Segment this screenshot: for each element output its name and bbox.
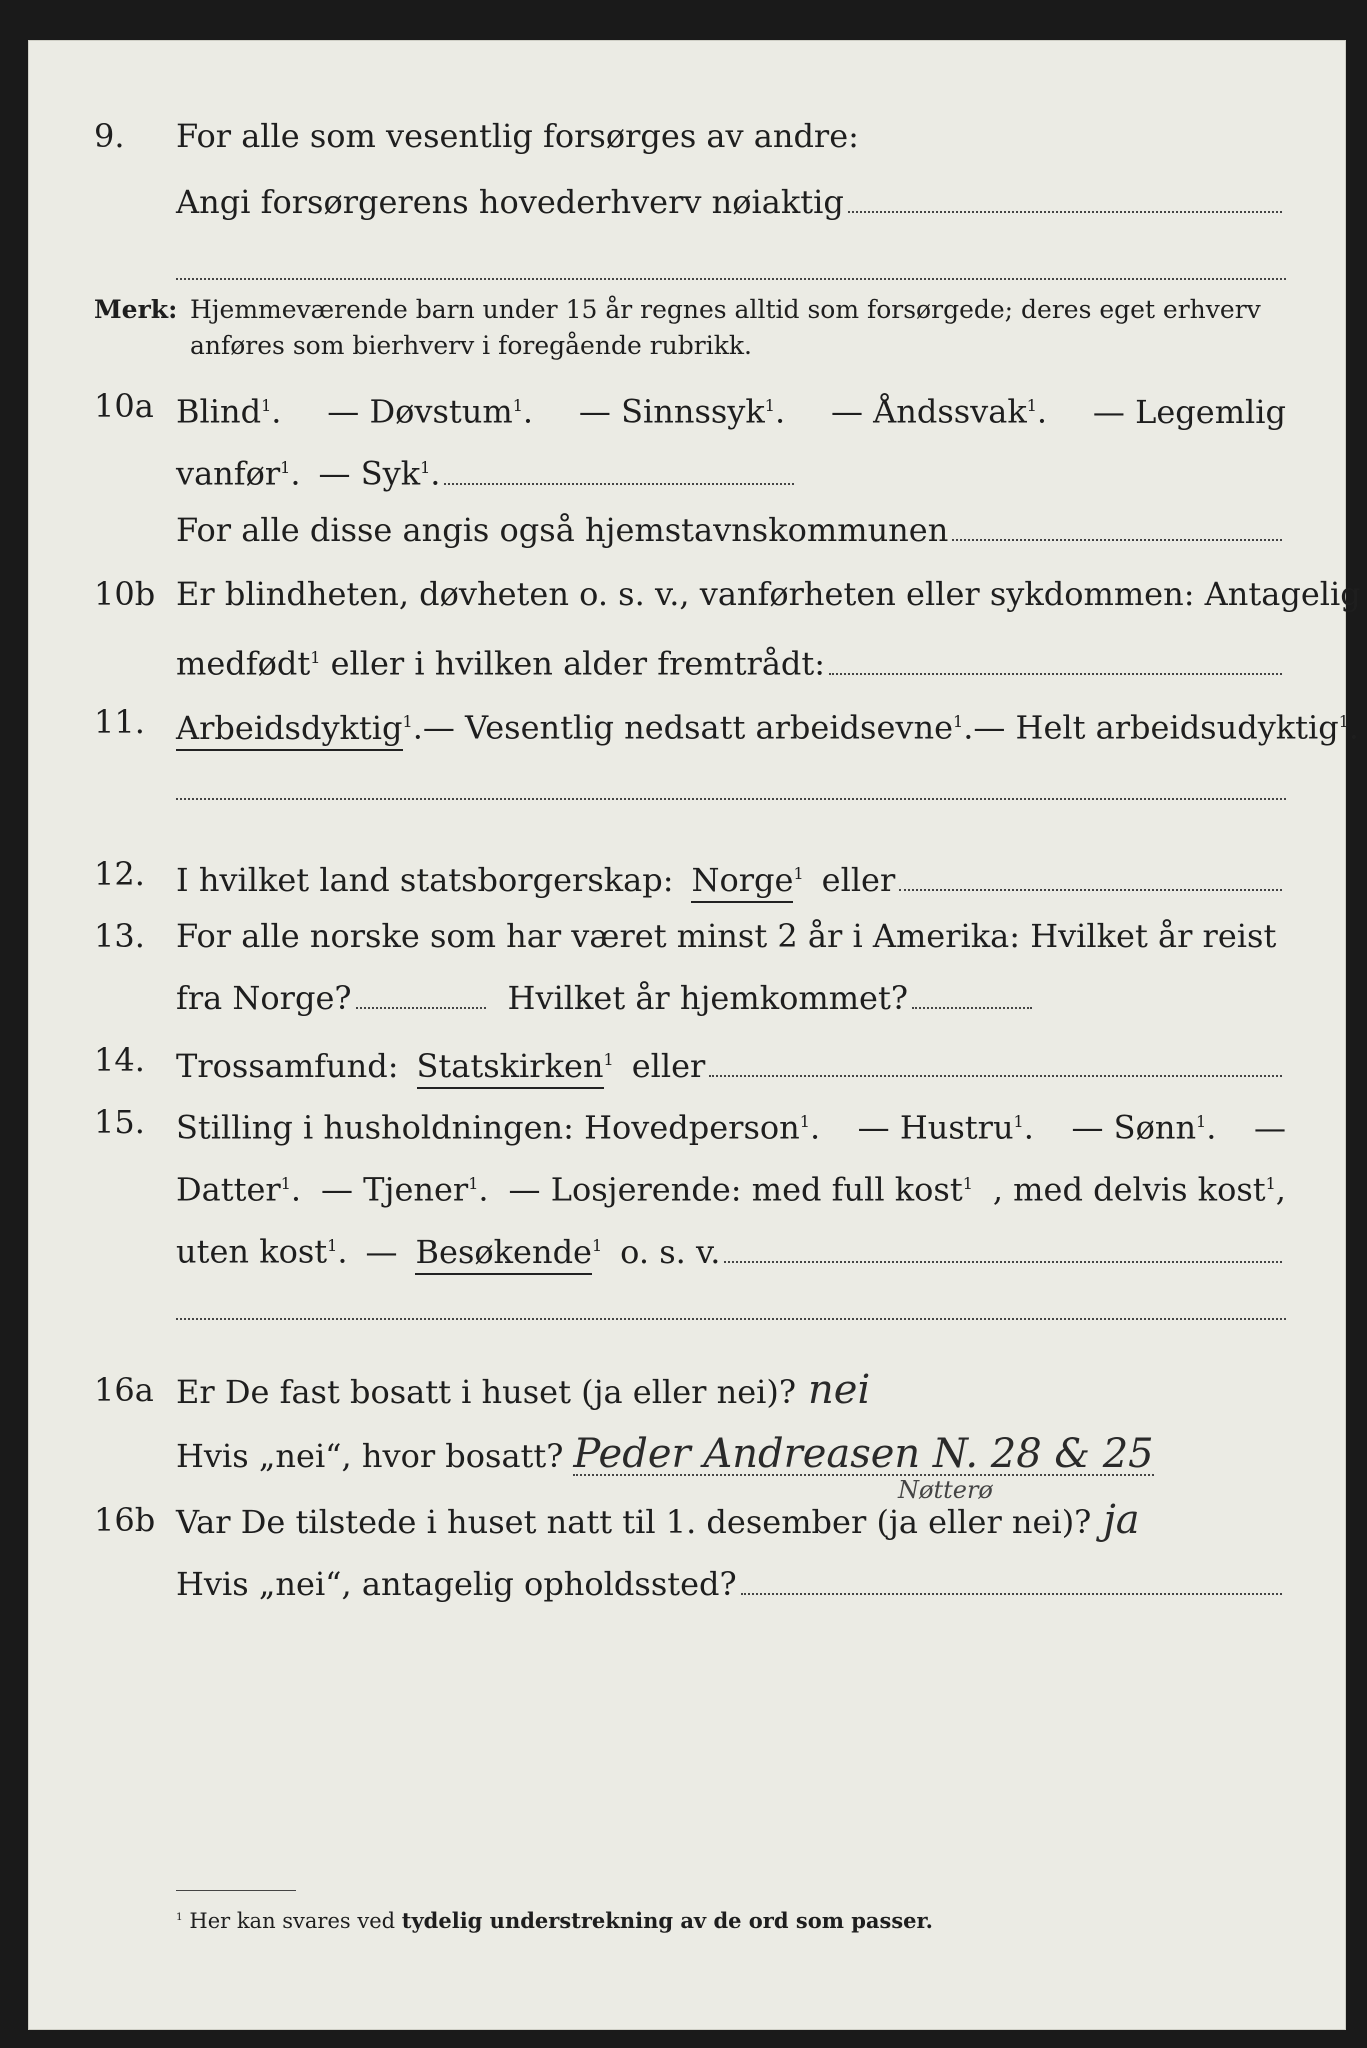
q16a-answer-hvor[interactable]: Peder Andreasen N. 28 & 25 bbox=[573, 1431, 1154, 1477]
q10a-opt-blind: Blind$^1$. bbox=[176, 392, 282, 431]
footnote bbox=[176, 1908, 933, 1933]
q10b-answer-field[interactable] bbox=[829, 649, 1282, 675]
q10a-opt-dovstum: — Døvstum$^1$. bbox=[327, 392, 534, 431]
q15-osv: o. s. v. bbox=[620, 1232, 721, 1271]
q15-opt-delvis-kost[interactable]: , med delvis kost$^1$, bbox=[992, 1170, 1286, 1209]
footnote-plain: Her kan svares ved bbox=[189, 1909, 396, 1933]
q9-number: 9. bbox=[94, 117, 125, 155]
q14-text: Trossamfund: bbox=[176, 1046, 399, 1085]
footnote-rule bbox=[176, 1890, 296, 1891]
q10a-opt-legemlig: — Legemlig bbox=[1092, 392, 1286, 431]
q16b-number: 16b bbox=[94, 1501, 156, 1539]
q9-line-2: Angi forsørgerens hovederhverv nøiaktig bbox=[176, 183, 844, 221]
q14-number: 14. bbox=[94, 1041, 145, 1079]
q13-reist-field[interactable] bbox=[356, 983, 486, 1009]
q11-answer-line[interactable] bbox=[176, 798, 1286, 800]
q12-other-field[interactable] bbox=[899, 865, 1282, 891]
q13-line-2a: fra Norge? bbox=[176, 979, 352, 1017]
q14-answer-statskirken[interactable]: Statskirken$^1$ bbox=[417, 1040, 614, 1086]
q15-opt-uten-kost[interactable]: uten kost$^1$. bbox=[176, 1232, 348, 1271]
q9-line-1: For alle som vesentlig forsørges av andre: bbox=[176, 117, 859, 155]
q11-opt-nedsatt[interactable]: — Vesentlig nedsatt arbeidsevne$^1$. bbox=[422, 708, 974, 747]
q10a-syk-field[interactable] bbox=[444, 459, 794, 485]
q11-number: 11. bbox=[94, 703, 145, 741]
q13-hjemkommet-field[interactable] bbox=[912, 983, 1032, 1009]
q16b-answer-tilstede[interactable]: ja bbox=[1103, 1497, 1140, 1543]
q12-number: 12. bbox=[94, 855, 145, 893]
q16a-line-2: Hvis „nei“, hvor bosatt? bbox=[176, 1437, 564, 1475]
q15-opt-datter[interactable]: Datter$^1$. bbox=[176, 1170, 302, 1209]
q12-text: I hvilket land statsborgerskap: bbox=[176, 860, 674, 899]
q10b-line-1: Er blindheten, døvheten o. s. v., vanførheten eller sykdommen: Antagelig bbox=[176, 575, 1361, 613]
q15-opt-hovedperson[interactable]: Stilling i husholdningen: Hovedperson$^1$. bbox=[176, 1108, 821, 1147]
q16a-answer-bosatt[interactable]: nei bbox=[808, 1367, 871, 1413]
q16b-line-2: Hvis „nei“, antagelig opholdssted? bbox=[176, 1565, 737, 1603]
q15-opt-besokende[interactable]: Besøkende$^1$ bbox=[415, 1226, 602, 1272]
q12-suffix: eller bbox=[821, 860, 896, 899]
q16b-line-1: Var De tilstede i huset natt til 1. desember (ja eller nei)? bbox=[176, 1503, 1092, 1541]
q16a-number: 16a bbox=[94, 1371, 154, 1409]
q12-answer-norge[interactable]: Norge$^1$ bbox=[691, 854, 803, 900]
q15-opt-sonn[interactable]: — Sønn$^1$. bbox=[1071, 1108, 1217, 1147]
q15-other-field[interactable] bbox=[724, 1237, 1282, 1263]
q9-answer-line-2[interactable] bbox=[176, 278, 1286, 280]
q9-answer-field[interactable] bbox=[848, 187, 1282, 213]
q16a-line-1: Er De fast bosatt i huset (ja eller nei)? bbox=[176, 1373, 797, 1411]
merk-label: Merk: bbox=[94, 295, 178, 324]
q10a-opt-vanfor: vanfør$^1$. — Syk$^1$. bbox=[176, 454, 441, 493]
q10a-number: 10a bbox=[94, 387, 154, 425]
q15-opt-full-kost[interactable]: — Losjerende: med full kost$^1$ bbox=[508, 1170, 973, 1209]
q13-line-2b: Hvilket år hjemkommet? bbox=[507, 979, 908, 1017]
footnote-mark: 1 bbox=[176, 1911, 183, 1923]
q10b-line-2: medfødt$^1$ eller i hvilken alder fremtrådt: bbox=[176, 644, 826, 683]
q16a-answer-note: Nøtterø bbox=[898, 1476, 993, 1504]
q10b-number: 10b bbox=[94, 575, 156, 613]
q15-dash-2: — bbox=[365, 1232, 398, 1271]
q15-answer-line[interactable] bbox=[176, 1318, 1286, 1320]
q15-dash: — bbox=[1253, 1108, 1286, 1147]
q14-other-field[interactable] bbox=[709, 1051, 1282, 1077]
census-form-page bbox=[28, 40, 1361, 2030]
q15-number: 15. bbox=[94, 1103, 145, 1141]
q10a-line-3: For alle disse angis også hjemstavnskommunen bbox=[176, 511, 949, 549]
q15-opt-hustru[interactable]: — Hustru$^1$. bbox=[857, 1108, 1034, 1147]
q10a-hjemstavn-field[interactable] bbox=[952, 515, 1282, 541]
q16b-opholdssted-field[interactable] bbox=[741, 1569, 1282, 1595]
q13-line-1: For alle norske som har været minst 2 år i Amerika: Hvilket år reist bbox=[176, 917, 1277, 955]
q14-suffix: eller bbox=[631, 1046, 706, 1085]
q11-opt-udyktig[interactable]: — Helt arbeidsudyktig$^1$. bbox=[973, 708, 1360, 747]
q15-opt-tjener[interactable]: — Tjener$^1$. bbox=[321, 1170, 489, 1209]
q13-number: 13. bbox=[94, 917, 145, 955]
footnote-bold: tydelig understrekning av de ord som passer. bbox=[401, 1908, 933, 1933]
q10a-opt-sinnssyk: — Sinnssyk$^1$. bbox=[578, 392, 786, 431]
q10a-opt-andssvak: — Åndssvak$^1$. bbox=[830, 392, 1048, 431]
q11-opt-arbeidsdyktig[interactable]: Arbeidsdyktig$^1$. bbox=[176, 702, 423, 748]
merk-text: Hjemmeværende barn under 15 år regnes alltid som forsørgede; deres eget erhverv anføres som bierhverv i foregående rubrikk. bbox=[190, 295, 1261, 360]
